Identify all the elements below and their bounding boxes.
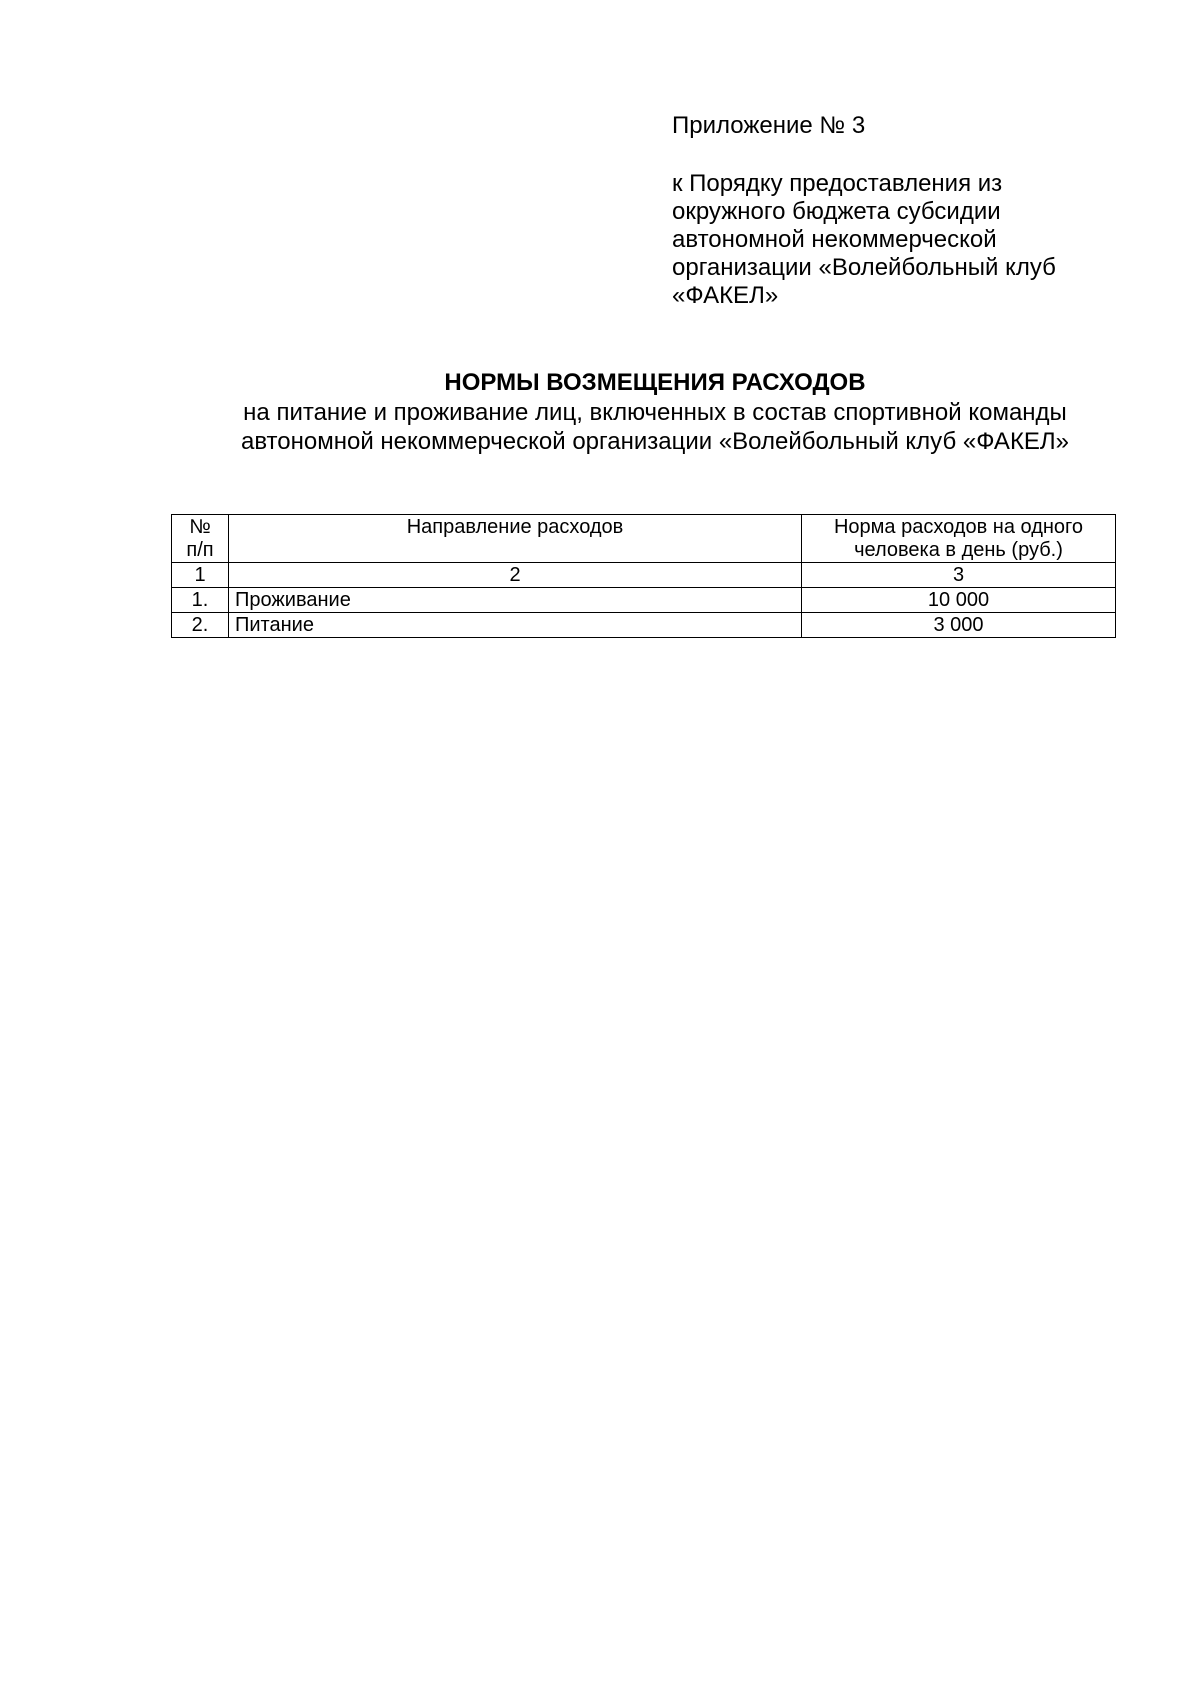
- header-direction: Направление расходов: [229, 515, 802, 563]
- row-direction: Проживание: [229, 588, 802, 613]
- appendix-reference-line: автономной некоммерческой: [672, 226, 997, 253]
- column-number-row: [172, 563, 1116, 588]
- row-norm: 3 000: [802, 613, 1116, 638]
- row-number: 2.: [172, 613, 229, 638]
- appendix-reference-line: к Порядку предоставления из: [672, 170, 1003, 197]
- header-norm: Норма расходов на одного человека в день (руб.): [802, 515, 1116, 563]
- table-row: [172, 588, 1116, 613]
- document-subtitle-line: на питание и проживание лиц, включенных в состав спортивной команды: [243, 399, 1067, 426]
- column-number: 3: [802, 563, 1116, 588]
- row-number: 1.: [172, 588, 229, 613]
- appendix-block: [672, 112, 1112, 310]
- appendix-number: Приложение № 3: [672, 112, 866, 139]
- document-subtitle: [190, 398, 1120, 456]
- appendix-reference-line: организации «Волейбольный клуб: [672, 254, 1056, 281]
- appendix-reference: [672, 170, 1112, 310]
- appendix-reference-line: «ФАКЕЛ»: [672, 282, 779, 309]
- table-header-row: [172, 515, 1116, 563]
- header-number: № п/п: [172, 515, 229, 563]
- appendix-reference-line: окружного бюджета субсидии: [672, 198, 1001, 225]
- table-row: [172, 613, 1116, 638]
- document-title: НОРМЫ ВОЗМЕЩЕНИЯ РАСХОДОВ: [444, 369, 866, 396]
- row-direction: Питание: [229, 613, 802, 638]
- row-norm: 10 000: [802, 588, 1116, 613]
- document-heading: [190, 368, 1120, 456]
- column-number: 2: [229, 563, 802, 588]
- expense-norms-table: [171, 514, 1116, 638]
- column-number: 1: [172, 563, 229, 588]
- document-subtitle-line: автономной некоммерческой организации «Волейбольный клуб «ФАКЕЛ»: [240, 428, 1070, 455]
